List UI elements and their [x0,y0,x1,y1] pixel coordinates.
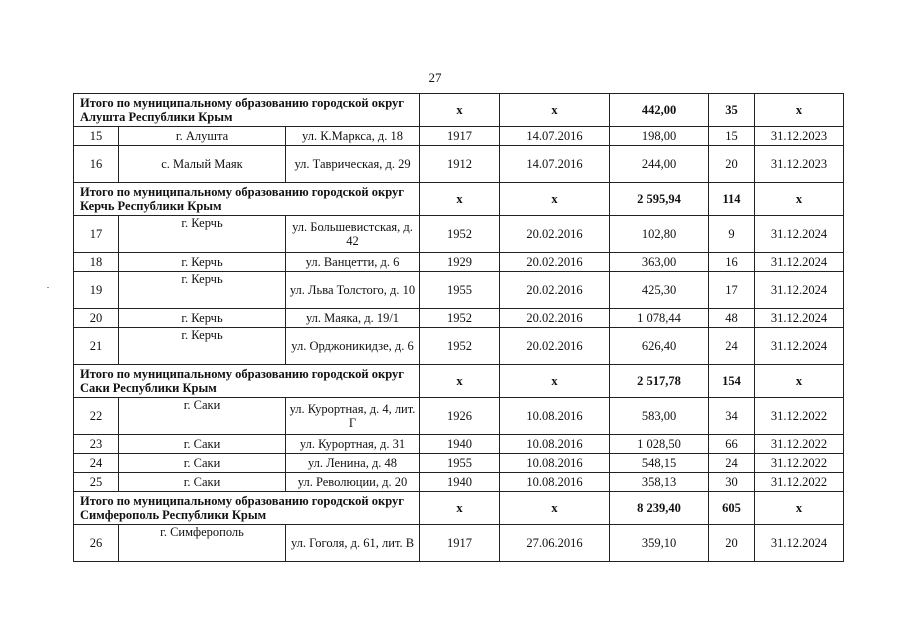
summary-deadline-cell: х [755,183,844,216]
summary-count-cell: 35 [709,94,755,127]
city-cell: г. Саки [119,435,286,454]
area-cell: 359,10 [610,525,709,562]
summary-date-cell: х [500,365,610,398]
deadline-cell: 31.12.2023 [755,146,844,183]
summary-year-cell: х [420,365,500,398]
table-row [74,146,844,183]
date-cell: 10.08.2016 [500,454,610,473]
table-body [74,94,844,562]
count-cell: 24 [709,454,755,473]
count-cell: 20 [709,525,755,562]
summary-date-cell: х [500,94,610,127]
summary-date-cell: х [500,492,610,525]
date-cell: 10.08.2016 [500,435,610,454]
city-cell: г. Симферополь [119,525,286,562]
area-cell: 358,13 [610,473,709,492]
table-row [74,309,844,328]
table-row [74,127,844,146]
table-row [74,253,844,272]
date-cell: 20.02.2016 [500,272,610,309]
count-cell: 20 [709,146,755,183]
area-cell: 102,80 [610,216,709,253]
area-cell: 583,00 [610,398,709,435]
area-cell: 425,30 [610,272,709,309]
address-cell: ул. Курортная, д. 31 [286,435,420,454]
summary-count-cell: 114 [709,183,755,216]
deadline-cell: 31.12.2024 [755,309,844,328]
city-cell: с. Малый Маяк [119,146,286,183]
summary-year-cell: х [420,183,500,216]
row-number-cell: 26 [74,525,119,562]
area-cell: 1 028,50 [610,435,709,454]
row-number-cell: 16 [74,146,119,183]
count-cell: 9 [709,216,755,253]
row-number-cell: 20 [74,309,119,328]
deadline-cell: 31.12.2024 [755,328,844,365]
year-cell: 1929 [420,253,500,272]
date-cell: 20.02.2016 [500,328,610,365]
deadline-cell: 31.12.2022 [755,435,844,454]
city-cell: г. Керчь [119,253,286,272]
address-cell: ул. Таврическая, д. 29 [286,146,420,183]
city-cell: г. Саки [119,398,286,435]
summary-row [74,492,844,525]
deadline-cell: 31.12.2022 [755,454,844,473]
deadline-cell: 31.12.2024 [755,525,844,562]
row-number-cell: 18 [74,253,119,272]
row-number-cell: 15 [74,127,119,146]
year-cell: 1952 [420,328,500,365]
area-cell: 363,00 [610,253,709,272]
row-number-cell: 23 [74,435,119,454]
deadline-cell: 31.12.2022 [755,398,844,435]
year-cell: 1952 [420,309,500,328]
date-cell: 27.06.2016 [500,525,610,562]
year-cell: 1955 [420,272,500,309]
summary-area-cell: 2 517,78 [610,365,709,398]
deadline-cell: 31.12.2022 [755,473,844,492]
year-cell: 1952 [420,216,500,253]
summary-row [74,94,844,127]
row-number-cell: 25 [74,473,119,492]
summary-deadline-cell: х [755,365,844,398]
year-cell: 1917 [420,525,500,562]
scan-mark [47,287,49,288]
summary-deadline-cell: х [755,94,844,127]
deadline-cell: 31.12.2024 [755,253,844,272]
summary-row [74,365,844,398]
year-cell: 1955 [420,454,500,473]
row-number-cell: 19 [74,272,119,309]
row-number-cell: 24 [74,454,119,473]
summary-label: Итого по муниципальному образованию городской округ Алушта Республики Крым [74,94,420,127]
year-cell: 1912 [420,146,500,183]
address-cell: ул. Орджоникидзе, д. 6 [286,328,420,365]
date-cell: 10.08.2016 [500,398,610,435]
summary-count-cell: 154 [709,365,755,398]
table-row [74,398,844,435]
address-cell: ул. Ленина, д. 48 [286,454,420,473]
summary-deadline-cell: х [755,492,844,525]
date-cell: 10.08.2016 [500,473,610,492]
summary-year-cell: х [420,492,500,525]
city-cell: г. Алушта [119,127,286,146]
count-cell: 66 [709,435,755,454]
deadline-cell: 31.12.2023 [755,127,844,146]
area-cell: 1 078,44 [610,309,709,328]
row-number-cell: 21 [74,328,119,365]
count-cell: 15 [709,127,755,146]
count-cell: 16 [709,253,755,272]
summary-area-cell: 2 595,94 [610,183,709,216]
date-cell: 14.07.2016 [500,146,610,183]
address-cell: ул. Ванцетти, д. 6 [286,253,420,272]
summary-area-cell: 442,00 [610,94,709,127]
area-cell: 548,15 [610,454,709,473]
area-cell: 244,00 [610,146,709,183]
count-cell: 17 [709,272,755,309]
summary-area-cell: 8 239,40 [610,492,709,525]
address-cell: ул. К.Маркса, д. 18 [286,127,420,146]
city-cell: г. Саки [119,473,286,492]
deadline-cell: 31.12.2024 [755,272,844,309]
deadline-cell: 31.12.2024 [755,216,844,253]
address-cell: ул. Большевистская, д. 42 [286,216,420,253]
housing-table [73,93,844,562]
city-cell: г. Керчь [119,216,286,253]
address-cell: ул. Льва Толстого, д. 10 [286,272,420,309]
city-cell: г. Керчь [119,309,286,328]
count-cell: 30 [709,473,755,492]
summary-label: Итого по муниципальному образованию городской округ Саки Республики Крым [74,365,420,398]
table-row [74,272,844,309]
table-row [74,435,844,454]
count-cell: 34 [709,398,755,435]
table-row [74,328,844,365]
date-cell: 20.02.2016 [500,253,610,272]
date-cell: 20.02.2016 [500,309,610,328]
summary-row [74,183,844,216]
year-cell: 1926 [420,398,500,435]
area-cell: 198,00 [610,127,709,146]
year-cell: 1940 [420,435,500,454]
row-number-cell: 17 [74,216,119,253]
count-cell: 48 [709,309,755,328]
year-cell: 1917 [420,127,500,146]
table-row [74,216,844,253]
row-number-cell: 22 [74,398,119,435]
summary-year-cell: х [420,94,500,127]
year-cell: 1940 [420,473,500,492]
summary-label: Итого по муниципальному образованию городской округ Керчь Республики Крым [74,183,420,216]
address-cell: ул. Революции, д. 20 [286,473,420,492]
count-cell: 24 [709,328,755,365]
table-row [74,473,844,492]
city-cell: г. Керчь [119,328,286,365]
table-row [74,525,844,562]
area-cell: 626,40 [610,328,709,365]
summary-date-cell: х [500,183,610,216]
address-cell: ул. Курортная, д. 4, лит. Г [286,398,420,435]
address-cell: ул. Гоголя, д. 61, лит. В [286,525,420,562]
date-cell: 20.02.2016 [500,216,610,253]
date-cell: 14.07.2016 [500,127,610,146]
summary-label: Итого по муниципальному образованию городской округ Симферополь Республики Крым [74,492,420,525]
table-row [74,454,844,473]
page-number: 27 [428,70,442,85]
city-cell: г. Саки [119,454,286,473]
city-cell: г. Керчь [119,272,286,309]
summary-count-cell: 605 [709,492,755,525]
address-cell: ул. Маяка, д. 19/1 [286,309,420,328]
